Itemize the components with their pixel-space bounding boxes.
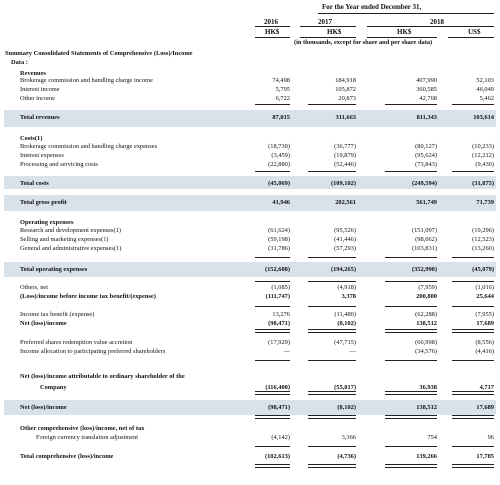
cell-value: (95,526) (334, 227, 356, 234)
cell-value: (45,069) (268, 180, 290, 187)
row-label: Income tax benefit (expense) (20, 311, 95, 318)
column-rule (308, 257, 356, 258)
column-rule (308, 306, 356, 307)
cell-value: (52,446) (334, 161, 356, 168)
cell-value: (59,198) (268, 236, 290, 243)
cell-value: (7,959) (418, 284, 437, 291)
cell-value: 42,768 (419, 95, 437, 102)
cell-value: 25,644 (476, 293, 494, 300)
cell-value: (4,416) (475, 348, 494, 355)
column-rule (255, 257, 290, 258)
cell-value: 20,873 (338, 95, 356, 102)
cell-value: — (283, 348, 290, 355)
column-rule (452, 360, 494, 361)
cell-value: 71,739 (476, 199, 494, 206)
cell-value: (45,079) (472, 266, 494, 273)
period-rule (318, 13, 494, 14)
cell-value: 138,512 (416, 404, 437, 411)
row-label: Total revenues (20, 114, 60, 121)
rule-cur-2018b (448, 37, 494, 38)
cell-value: (1,085) (271, 284, 290, 291)
column-rule (308, 104, 356, 105)
cell-value: 41,946 (272, 199, 290, 206)
column-rule (452, 329, 494, 333)
cell-value: 360,585 (416, 86, 437, 93)
column-rule (452, 415, 494, 419)
cell-value: 561,749 (416, 199, 437, 206)
period-header: For the Year ended December 31, (322, 3, 422, 11)
cell-value: (102,613) (264, 453, 290, 460)
column-rule (308, 329, 356, 333)
cell-value: (3,459) (271, 152, 290, 159)
rule-cur-2018a (367, 37, 437, 38)
column-rule (452, 306, 494, 307)
row-label-continued: Company (40, 384, 67, 391)
rule-2016 (255, 26, 290, 27)
cell-value: (8,556) (475, 339, 494, 346)
cell-value: (55,817) (334, 384, 356, 391)
row-label: Preferred shares redemption value accretion (20, 339, 133, 346)
cell-value: (7,955) (475, 311, 494, 318)
section-costs: Costs(1) (20, 135, 43, 142)
cell-value: (9,430) (475, 161, 494, 168)
column-rule (385, 171, 437, 172)
column-rule (452, 391, 494, 395)
cell-value: 17,689 (476, 404, 494, 411)
cell-value: 139,266 (416, 453, 437, 460)
column-rule (255, 391, 290, 395)
column-rule (385, 391, 437, 395)
cell-value: (98,062) (415, 236, 437, 243)
cell-value: 3,366 (341, 434, 356, 441)
cell-value: (116,400) (265, 384, 290, 391)
row-label: Research and development expenses(1) (20, 227, 121, 234)
units-note: (in thousands, except for share and per share data) (294, 39, 433, 46)
cell-value: 202,561 (335, 199, 356, 206)
row-label: Total costs (20, 180, 49, 187)
cell-value: 17,785 (476, 453, 494, 460)
row-label: Net (loss)/income attributable to ordinary shareholder of the (20, 373, 185, 380)
cell-value: (41,446) (334, 236, 356, 243)
year-2018: 2018 (430, 18, 444, 26)
column-rule (452, 104, 494, 105)
row-label: Others, net (20, 284, 49, 291)
cell-value: (61,624) (268, 227, 290, 234)
cell-value: (73,843) (415, 161, 437, 168)
section-oci: Other comprehensive (loss)/income, net of tax (20, 425, 145, 432)
cell-value: 811,343 (416, 114, 437, 121)
rule-2018 (367, 26, 494, 27)
cell-value: (62,288) (415, 311, 437, 318)
row-label: Net (loss)/income (20, 404, 67, 411)
rule-cur-2016 (255, 37, 290, 38)
cell-value: (249,594) (411, 180, 437, 187)
cell-value: 184,918 (335, 77, 356, 84)
data-label: Data : (11, 59, 28, 66)
column-rule (385, 104, 437, 105)
cell-value: (10,233) (472, 143, 494, 150)
cell-value: (109,102) (330, 180, 356, 187)
currency-2016: HK$ (265, 28, 280, 36)
cell-value: (66,998) (415, 339, 437, 346)
column-rule (308, 360, 356, 361)
column-rule (255, 171, 290, 172)
cell-value: 87,015 (272, 114, 290, 121)
column-rule (385, 415, 437, 419)
row-label: Income allocation to participating preferred shareholders (20, 348, 166, 355)
column-rule (255, 306, 290, 307)
cell-value: 17,689 (476, 320, 494, 327)
currency-2018-hkd: HK$ (397, 28, 412, 36)
cell-value: (152,608) (264, 266, 290, 273)
rule-2017 (300, 26, 356, 27)
year-2016: 2016 (264, 18, 278, 26)
cell-value: — (349, 348, 356, 355)
cell-value: (22,880) (268, 161, 290, 168)
cell-value: 138,512 (416, 320, 437, 327)
cell-value: 754 (427, 434, 437, 441)
column-rule (308, 446, 356, 447)
cell-value: 3,378 (341, 293, 356, 300)
cell-value: 5,462 (479, 95, 494, 102)
column-rule (385, 360, 437, 361)
cell-value: (34,576) (415, 348, 437, 355)
cell-value: (31,875) (472, 180, 494, 187)
row-label: Brokerage commission and handling charge expenses (20, 143, 158, 150)
cell-value: (19,879) (334, 152, 356, 159)
column-rule (385, 464, 437, 468)
cell-value: 6,722 (275, 95, 290, 102)
cell-value: (103,831) (411, 245, 437, 252)
row-label: Total operating expenses (20, 266, 88, 273)
row-label: Interest income (20, 86, 60, 93)
column-rule (452, 257, 494, 258)
cell-value: 36,938 (419, 384, 437, 391)
row-label: Brokerage commission and handling charge income (20, 77, 153, 84)
cell-value: (111,747) (265, 293, 290, 300)
cell-value: 74,498 (272, 77, 290, 84)
row-label: Net (loss)/income (20, 320, 67, 327)
column-rule (385, 306, 437, 307)
row-label: Other income (20, 95, 55, 102)
cell-value: (98,471) (268, 320, 290, 327)
cell-value: 13,276 (272, 311, 290, 318)
column-rule (452, 281, 494, 282)
cell-value: 311,663 (335, 114, 356, 121)
column-rule (255, 104, 290, 105)
cell-value: (151,097) (411, 227, 437, 234)
column-rule (308, 415, 356, 419)
column-rule (255, 281, 290, 282)
cell-value: (80,127) (415, 143, 437, 150)
rule-cur-2017 (300, 37, 356, 38)
column-rule (308, 281, 356, 282)
cell-value: (4,918) (337, 284, 356, 291)
column-rule (385, 257, 437, 258)
cell-value: (13,260) (472, 245, 494, 252)
column-rule (255, 329, 290, 333)
row-label: Total comprehensive (loss)/income (20, 453, 114, 460)
cell-value: (194,265) (330, 266, 356, 273)
row-label: Total gross profit (20, 199, 67, 206)
column-rule (452, 446, 494, 447)
cell-value: (1,016) (475, 284, 494, 291)
cell-value: 52,103 (476, 77, 494, 84)
cell-value: (11,480) (334, 311, 356, 318)
column-rule (308, 171, 356, 172)
cell-value: (47,715) (334, 339, 356, 346)
cell-value: (36,777) (334, 143, 356, 150)
column-rule (308, 464, 356, 468)
column-rule (255, 415, 290, 419)
row-label: General and administrative expenses(1) (20, 245, 122, 252)
cell-value: (31,786) (268, 245, 290, 252)
cell-value: 96 (487, 434, 494, 441)
cell-value: 103,614 (473, 114, 494, 121)
cell-value: (17,929) (268, 339, 290, 346)
column-rule (255, 464, 290, 468)
cell-value: (98,471) (268, 404, 290, 411)
column-rule (385, 329, 437, 333)
row-label: Interest expenses (20, 152, 64, 159)
column-rule (452, 171, 494, 172)
cell-value: (8,102) (337, 320, 356, 327)
year-2017: 2017 (318, 18, 332, 26)
cell-value: (19,296) (472, 227, 494, 234)
row-label: (Loss)/income before income tax benefit/(expense) (20, 293, 156, 300)
row-label: Processing and servicing costs (20, 161, 98, 168)
column-rule (385, 281, 437, 282)
cell-value: (352,990) (411, 266, 437, 273)
cell-value: (95,624) (415, 152, 437, 159)
cell-value: 46,049 (476, 86, 494, 93)
cell-value: (4,736) (337, 453, 356, 460)
cell-value: 5,795 (275, 86, 290, 93)
currency-2017: HK$ (327, 28, 342, 36)
column-rule (452, 464, 494, 468)
cell-value: 105,872 (335, 86, 356, 93)
column-rule (255, 360, 290, 361)
cell-value: 407,990 (416, 77, 437, 84)
column-rule (255, 446, 290, 447)
cell-value: 4,717 (479, 384, 494, 391)
row-label: Selling and marketing expenses(1) (20, 236, 109, 243)
cell-value: (4,142) (271, 434, 290, 441)
cell-value: (8,102) (337, 404, 356, 411)
cell-value: (57,293) (334, 245, 356, 252)
cell-value: (12,212) (472, 152, 494, 159)
cell-value: (12,523) (472, 236, 494, 243)
currency-2018-usd: US$ (468, 28, 481, 36)
row-label: Foreign currency translation adjustment (36, 434, 139, 441)
section-opex: Operating expenses (20, 219, 74, 226)
cell-value: (18,730) (268, 143, 290, 150)
column-rule (385, 446, 437, 447)
cell-value: 200,800 (416, 293, 437, 300)
column-rule (308, 391, 356, 395)
statement-title: Summary Consolidated Statements of Comprehensive (Loss)/Income (5, 50, 193, 57)
section-revenues: Revenues (20, 70, 46, 77)
